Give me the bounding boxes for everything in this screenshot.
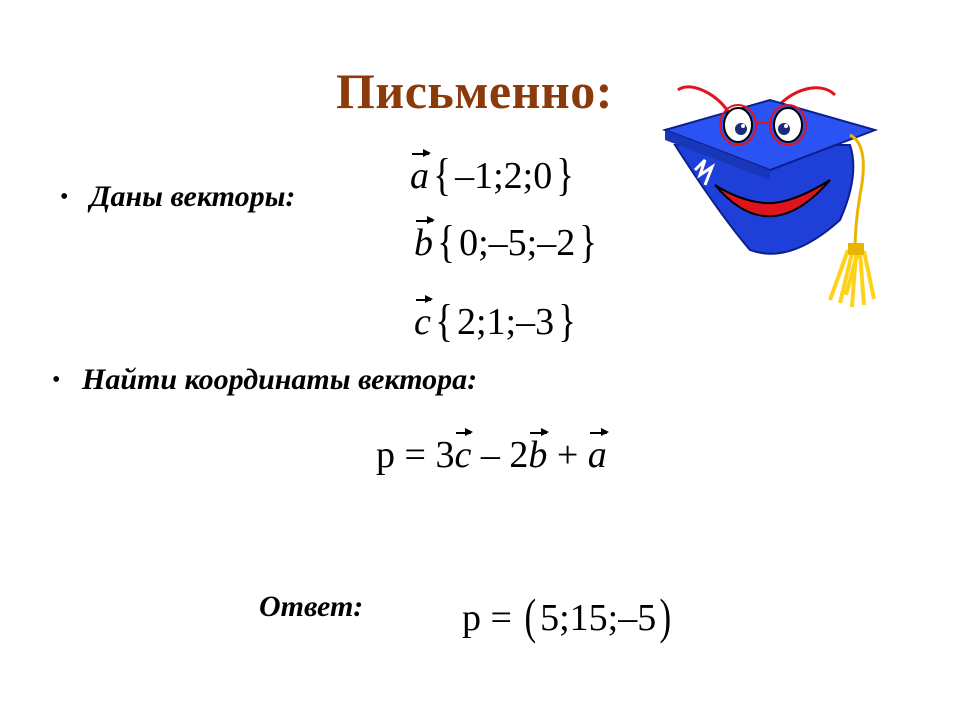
answer-lhs: p bbox=[462, 597, 481, 639]
bullet-dot-icon: • bbox=[52, 366, 61, 393]
bullet-given bbox=[60, 180, 295, 214]
vector-a-coords: –1;2;0 bbox=[455, 155, 553, 197]
slide-title: Письменно: bbox=[336, 63, 613, 119]
vector-c-name: c bbox=[414, 301, 431, 343]
expression-v3: a bbox=[587, 434, 607, 476]
expression-minus: – bbox=[480, 434, 500, 476]
bullet-find bbox=[52, 363, 477, 397]
expression-v1: c bbox=[454, 434, 472, 476]
vector-b: b{ 0;–5;–2} bbox=[414, 216, 598, 267]
given-label: Даны векторы: bbox=[90, 180, 296, 213]
expression bbox=[376, 436, 607, 474]
vector-a: a{ –1;2;0} bbox=[410, 149, 575, 200]
expression-coef2: 2 bbox=[509, 434, 529, 476]
expression-eq: = bbox=[404, 434, 426, 476]
vector-a-name: a bbox=[410, 155, 429, 197]
vector-b-coords: 0;–5;–2 bbox=[459, 222, 576, 264]
vector-c-coords: 2;1;–3 bbox=[456, 301, 555, 343]
expression-plus: + bbox=[556, 434, 579, 476]
bullet-dot-icon: • bbox=[60, 183, 69, 210]
answer-expression: p = (5;15;–5) bbox=[462, 588, 672, 644]
expression-v2: b bbox=[528, 434, 548, 476]
find-label: Найти координаты вектора: bbox=[82, 363, 478, 396]
expression-coef1: 3 bbox=[435, 434, 455, 476]
answer-label: Ответ: bbox=[259, 590, 364, 623]
vector-c: c{ 2;1;–3} bbox=[414, 295, 576, 346]
answer-coords: 5;15;–5 bbox=[540, 597, 657, 639]
vector-b-name: b bbox=[414, 222, 433, 264]
answer-eq: = bbox=[490, 597, 512, 639]
graduation-cap-mascot-icon bbox=[660, 75, 890, 315]
expression-lhs: p bbox=[376, 434, 395, 476]
